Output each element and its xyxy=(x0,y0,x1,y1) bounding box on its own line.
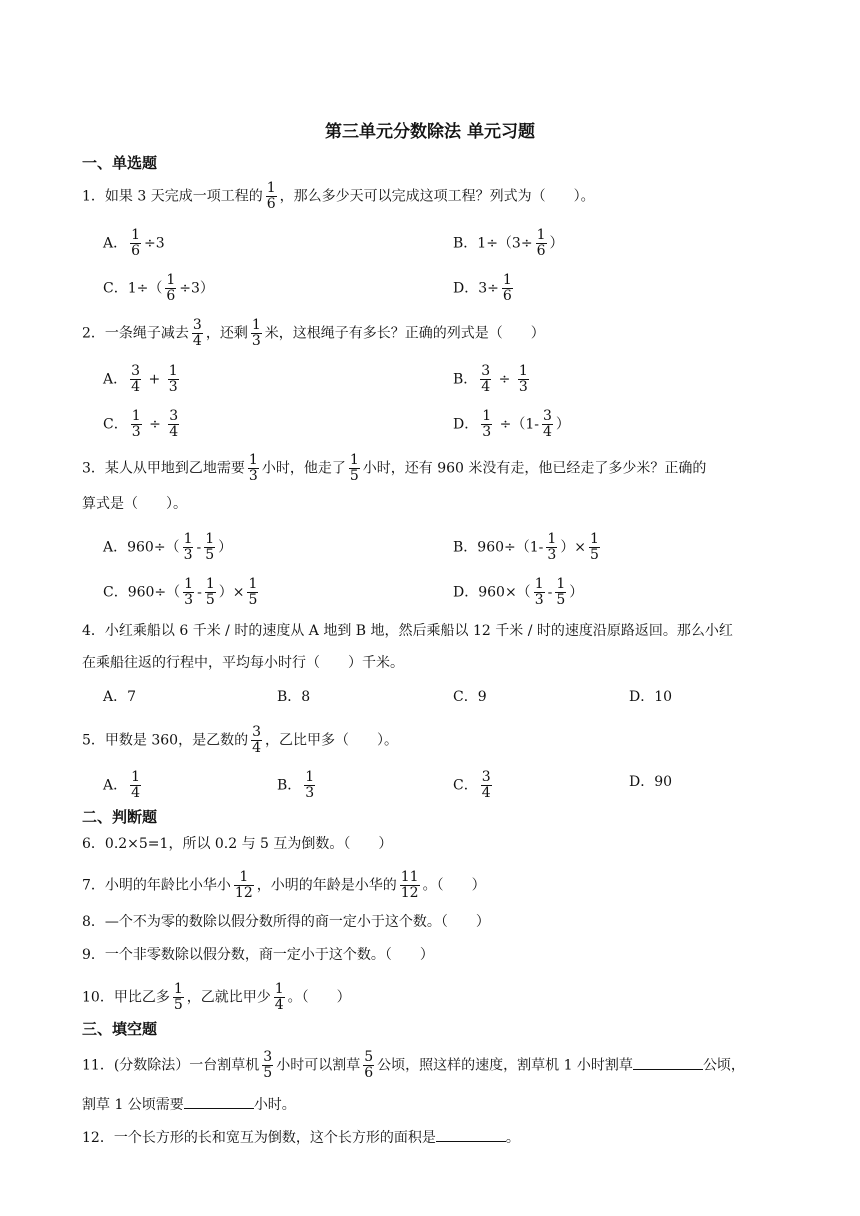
q4-option-d[interactable]: D．10 xyxy=(629,689,673,705)
fraction: $\frac{1}{3}$ xyxy=(305,769,315,801)
fraction: $\frac{1}{3}$ xyxy=(534,576,544,608)
fraction: $\frac{1}{12}$ xyxy=(234,869,253,901)
fraction: $\frac{1}{5}$ xyxy=(205,576,215,608)
q5-option-a[interactable]: A． $\frac{1}{4}$ xyxy=(103,769,141,801)
fraction: $\frac{3}{5}$ xyxy=(263,1049,273,1081)
question-3: 3．某人从甲地到乙地需要 $\frac{1}{3}$ 小时，他走了 $\frac{1}{5}$ 小时，还有 960 米没有走，他已经走了多少米？正确的 xyxy=(82,452,707,484)
fraction: $\frac{1}{6}$ xyxy=(536,227,546,259)
fraction: $\frac{1}{3}$ xyxy=(184,576,194,608)
fraction: $\frac{3}{4}$ xyxy=(252,724,262,756)
q1-option-d[interactable]: D．3÷ $\frac{1}{6}$ xyxy=(453,272,512,304)
question-11: 11．(分数除法）一台割草机 $\frac{3}{5}$ 小时可以割草 $\frac{5}{6}$ 公顷，照这样的速度，割草机 1 小时割草 公顷， xyxy=(82,1049,745,1081)
fraction: $\frac{1}{4}$ xyxy=(131,769,141,801)
question-6: 6．0.2×5=1，所以 0.2 与 5 互为倒数。（ ） xyxy=(82,836,393,852)
question-8: 8．—个不为零的数除以假分数所得的商一定小于这个数。（ ） xyxy=(82,914,490,930)
fraction: $\frac{1}{6}$ xyxy=(266,180,276,212)
fraction: $\frac{3}{4}$ xyxy=(169,408,179,440)
fraction: $\frac{1}{3}$ xyxy=(251,317,261,349)
fraction: $\frac{1}{5}$ xyxy=(349,452,359,484)
q1-option-c[interactable]: C．1÷（ $\frac{1}{6}$ ÷3） xyxy=(103,272,214,304)
answer-blank[interactable] xyxy=(184,1094,254,1109)
question-5: 5．甲数是 360，是乙数的 $\frac{3}{4}$ ，乙比甲多（ ）。 xyxy=(82,724,399,756)
fraction: $\frac{1}{3}$ xyxy=(168,363,178,395)
q3-option-d[interactable]: D．960×（ $\frac{1}{3}$ - $\frac{1}{5}$ ） xyxy=(453,576,584,608)
fraction: $\frac{1}{3}$ xyxy=(482,408,492,440)
q1-option-b[interactable]: B．1÷（3÷ $\frac{1}{6}$ ） xyxy=(453,227,564,259)
page-title: 第三单元分数除法 单元习题 xyxy=(325,122,535,142)
question-11-cont: 割草 1 公顷需要 小时。 xyxy=(82,1094,802,1115)
q3-option-a[interactable]: A．960÷（ $\frac{1}{3}$ - $\frac{1}{5}$ ） xyxy=(103,531,233,563)
fraction: $\frac{3}{4}$ xyxy=(481,769,491,801)
fraction: $\frac{3}{4}$ xyxy=(542,408,552,440)
q2-option-a[interactable]: A． $\frac{3}{4}$ + $\frac{1}{3}$ xyxy=(103,363,178,395)
q4-option-b[interactable]: B．8 xyxy=(277,689,311,705)
section-heading: 三、填空题 xyxy=(82,1020,158,1038)
fraction: $\frac{1}{3}$ xyxy=(131,408,141,440)
fraction: $\frac{1}{5}$ xyxy=(248,576,258,608)
q4-option-a[interactable]: A．7 xyxy=(103,689,137,705)
fraction: $\frac{1}{3}$ xyxy=(547,531,557,563)
q5-option-d[interactable]: D．90 xyxy=(629,774,673,790)
q2-option-d[interactable]: D． $\frac{1}{3}$ ÷（1- $\frac{3}{4}$ ） xyxy=(453,408,570,440)
fraction: $\frac{5}{6}$ xyxy=(364,1049,374,1081)
fraction: $\frac{3}{4}$ xyxy=(192,317,202,349)
question-4-cont: 在乘船往返的行程中，平均每小时行（ ）千米。 xyxy=(82,655,404,671)
section-heading: 二、判断题 xyxy=(82,808,158,826)
question-10: 10．甲比乙多 $\frac{1}{5}$ ，乙就比甲少 $\frac{1}{4}$ 。（ ） xyxy=(82,981,351,1013)
fraction: $\frac{1}{5}$ xyxy=(556,576,566,608)
q2-option-c[interactable]: C． $\frac{1}{3}$ ÷ $\frac{3}{4}$ xyxy=(103,408,179,440)
q5-option-b[interactable]: B． $\frac{1}{3}$ xyxy=(277,769,315,801)
question-7: 7．小明的年龄比小华小 $\frac{1}{12}$ ，小明的年龄是小华的 $\frac{11}{12}$ 。（ ） xyxy=(82,869,486,901)
fraction: $\frac{3}{4}$ xyxy=(481,363,491,395)
question-9: 9．一个非零数除以假分数，商一定小于这个数。（ ） xyxy=(82,947,434,963)
fraction: $\frac{11}{12}$ xyxy=(400,869,419,901)
fraction: $\frac{1}{6}$ xyxy=(502,272,512,304)
answer-blank[interactable] xyxy=(436,1127,506,1142)
fraction: $\frac{1}{5}$ xyxy=(590,531,599,563)
question-4: 4．小红乘船以 6 千米 / 时的速度从 A 地到 B 地，然后乘船以 12 千米 / 时的速度沿原路返回。那么小红 xyxy=(82,623,733,639)
q5-option-c[interactable]: C． $\frac{3}{4}$ xyxy=(453,769,491,801)
fraction: $\frac{1}{3}$ xyxy=(518,363,528,395)
q3-option-b[interactable]: B．960÷（1- $\frac{1}{3}$ ）× $\frac{1}{5}$ xyxy=(453,531,599,563)
fraction: $\frac{1}{3}$ xyxy=(183,531,193,563)
fraction: $\frac{1}{5}$ xyxy=(205,531,215,563)
fraction: $\frac{3}{4}$ xyxy=(131,363,141,395)
q2-option-b[interactable]: B． $\frac{3}{4}$ ÷ $\frac{1}{3}$ xyxy=(453,363,528,395)
q3-option-c[interactable]: C．960÷（ $\frac{1}{3}$ - $\frac{1}{5}$ ）× $\frac{1}{5}$ xyxy=(103,576,258,608)
section-heading: 一、单选题 xyxy=(82,154,158,172)
question-12: 12．一个长方形的长和宽互为倒数，这个长方形的面积是 。 xyxy=(82,1127,802,1148)
fraction: $\frac{1}{4}$ xyxy=(274,981,284,1013)
question-3-cont: 算式是（ ）。 xyxy=(82,496,187,512)
q4-option-c[interactable]: C．9 xyxy=(453,689,487,705)
fraction: $\frac{1}{5}$ xyxy=(173,981,183,1013)
fraction: $\frac{1}{3}$ xyxy=(248,452,258,484)
fraction: $\frac{1}{6}$ xyxy=(166,272,176,304)
question-2: 2．一条绳子减去 $\frac{3}{4}$ ，还剩 $\frac{1}{3}$ 米，这根绳子有多长？正确的列式是（ ） xyxy=(82,317,545,349)
question-1: 1．如果 3 天完成一项工程的 $\frac{1}{6}$ ，那么多少天可以完成这项工程？列式为（ ）。 xyxy=(82,180,595,212)
q1-option-a[interactable]: A． $\frac{1}{6}$ ÷3 xyxy=(103,227,165,259)
answer-blank[interactable] xyxy=(633,1055,703,1070)
fraction: $\frac{1}{6}$ xyxy=(131,227,141,259)
